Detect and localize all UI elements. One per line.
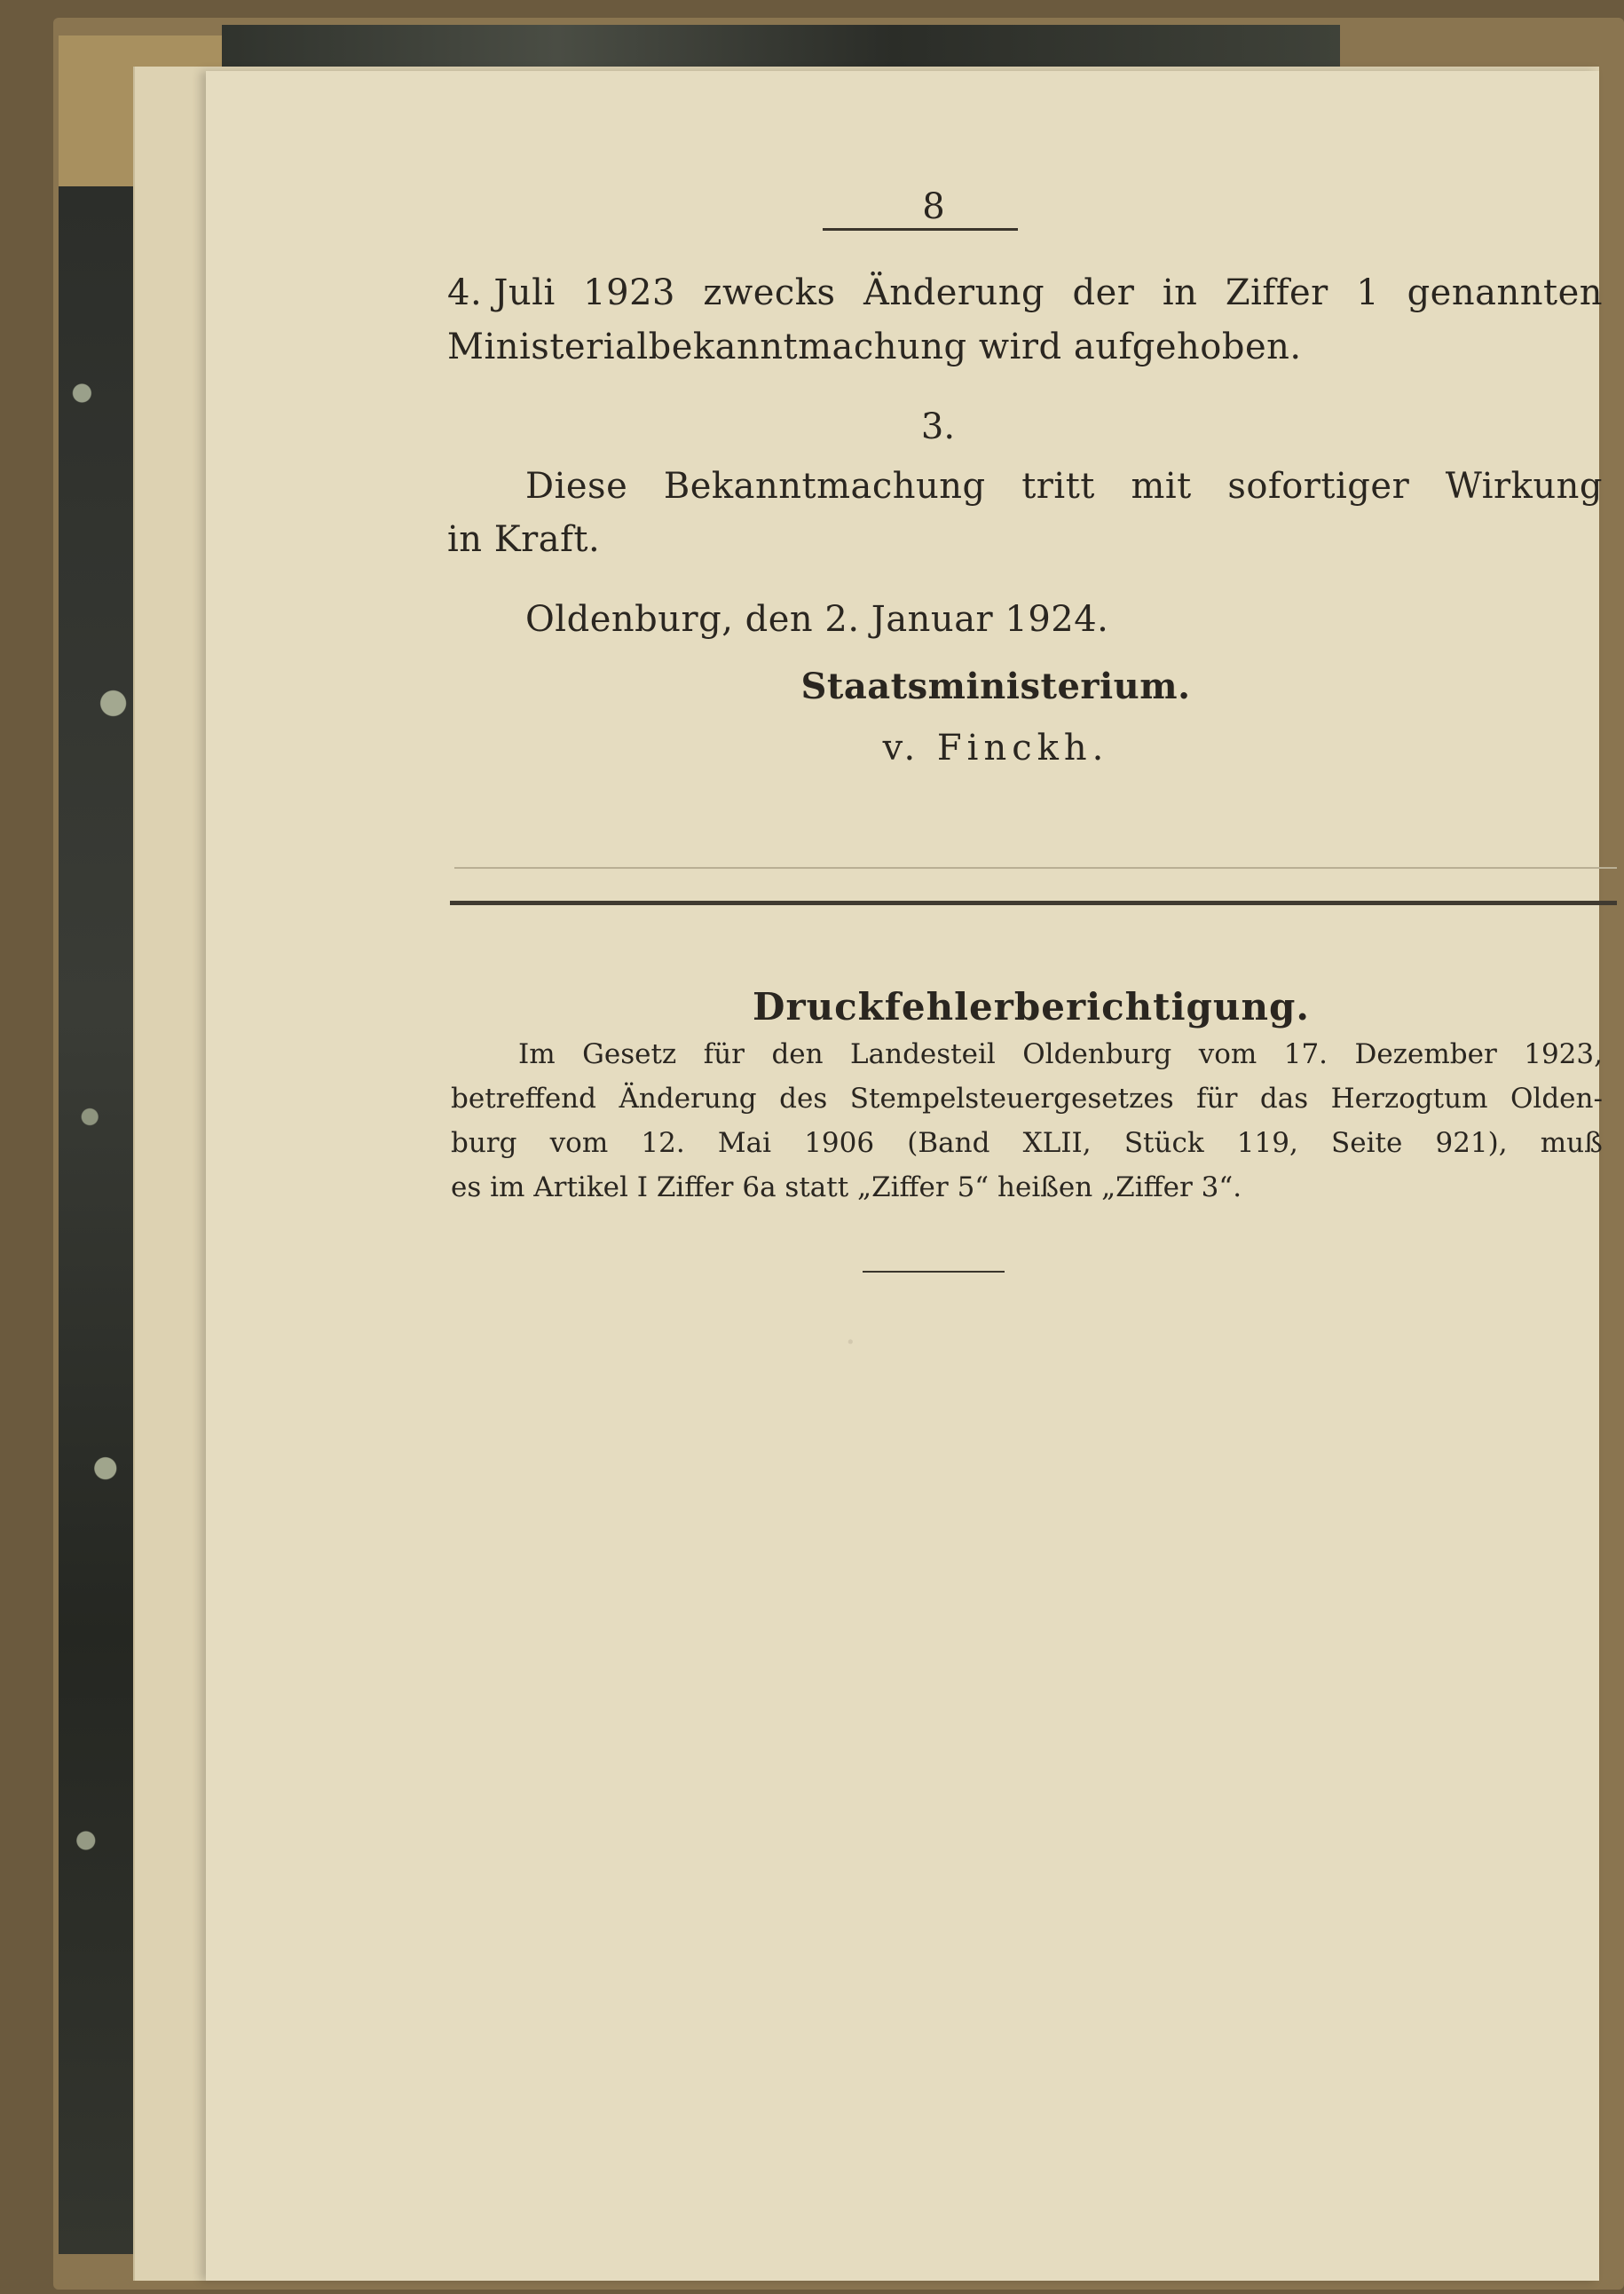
word: 17. <box>1283 1038 1328 1070</box>
word: betreffend <box>451 1083 596 1115</box>
erratum-line-1 <box>518 1038 1603 1070</box>
word: Seite <box>1331 1127 1403 1159</box>
section-number-3: 3. <box>920 406 956 447</box>
faint-rule <box>454 867 1617 869</box>
word: Änderung <box>863 272 1045 313</box>
show-through-text: · <box>845 1322 856 1363</box>
page-content <box>206 71 1603 2281</box>
word: Änderung <box>619 1083 757 1115</box>
word: das <box>1259 1083 1309 1115</box>
word: Dezember <box>1354 1038 1497 1070</box>
erratum-line-2 <box>451 1083 1603 1115</box>
section-divider-rule <box>450 901 1617 905</box>
word: muß <box>1540 1127 1603 1159</box>
closing-rule <box>863 1271 1005 1273</box>
opening-line-2: Ministerialbekanntmachung wird aufgehoben. <box>447 327 1302 367</box>
word: für <box>703 1038 745 1070</box>
marbled-board-spine <box>59 186 137 2254</box>
word: mit <box>1131 466 1192 507</box>
section-3-line-2: in Kraft. <box>447 519 601 560</box>
word: burg <box>451 1127 517 1159</box>
header-rule <box>823 228 1018 231</box>
document-page <box>206 71 1603 2281</box>
issuer: Staatsministerium. <box>800 666 1191 707</box>
word: tritt <box>1021 466 1095 507</box>
word: Oldenburg <box>1022 1038 1172 1070</box>
word: den <box>771 1038 824 1070</box>
word: 119, <box>1236 1127 1298 1159</box>
word: Ziffer <box>1225 272 1328 313</box>
word: (Band <box>907 1127 990 1159</box>
word: vom <box>1198 1038 1257 1070</box>
word: Stempelsteuergesetzes <box>849 1083 1174 1115</box>
word: 1 <box>1356 272 1380 313</box>
word: Stück <box>1123 1127 1204 1159</box>
erratum-title: Druckfehlerberichtigung. <box>753 985 1310 1029</box>
word: für <box>1196 1083 1238 1115</box>
word: XLII, <box>1022 1127 1092 1159</box>
section-3-line-1 <box>525 466 1603 507</box>
page-number: 8 <box>922 186 945 227</box>
word: 1923 <box>583 272 675 313</box>
word: zwecks <box>703 272 836 313</box>
word: Landesteil <box>850 1038 996 1070</box>
word: vom <box>549 1127 609 1159</box>
word: Olden- <box>1510 1083 1603 1115</box>
opening-line-1 <box>447 272 1603 313</box>
word: Im <box>518 1038 556 1070</box>
word: Wirkung <box>1445 466 1603 507</box>
word: Gesetz <box>582 1038 677 1070</box>
erratum-line-4: es im Artikel I Ziffer 6a statt „Ziffer 5“ heißen „Ziffer 3“. <box>451 1171 1242 1203</box>
signature: v. Finckh. <box>882 728 1109 769</box>
word: genannten <box>1407 272 1603 313</box>
word: des <box>779 1083 828 1115</box>
word: 921), <box>1435 1127 1508 1159</box>
word: Diese <box>525 466 628 507</box>
word: der <box>1072 272 1135 313</box>
word: Herzogtum <box>1330 1083 1488 1115</box>
word: Bekanntmachung <box>663 466 986 507</box>
word: 4. Juli <box>447 272 556 313</box>
word: in <box>1162 272 1198 313</box>
place-and-date: Oldenburg, den 2. Januar 1924. <box>525 599 1109 640</box>
word: 12. <box>641 1127 685 1159</box>
word: 1906 <box>804 1127 875 1159</box>
word: Mai <box>717 1127 772 1159</box>
word: sofortiger <box>1227 466 1410 507</box>
word: 1923, <box>1524 1038 1603 1070</box>
erratum-line-3 <box>451 1127 1603 1159</box>
